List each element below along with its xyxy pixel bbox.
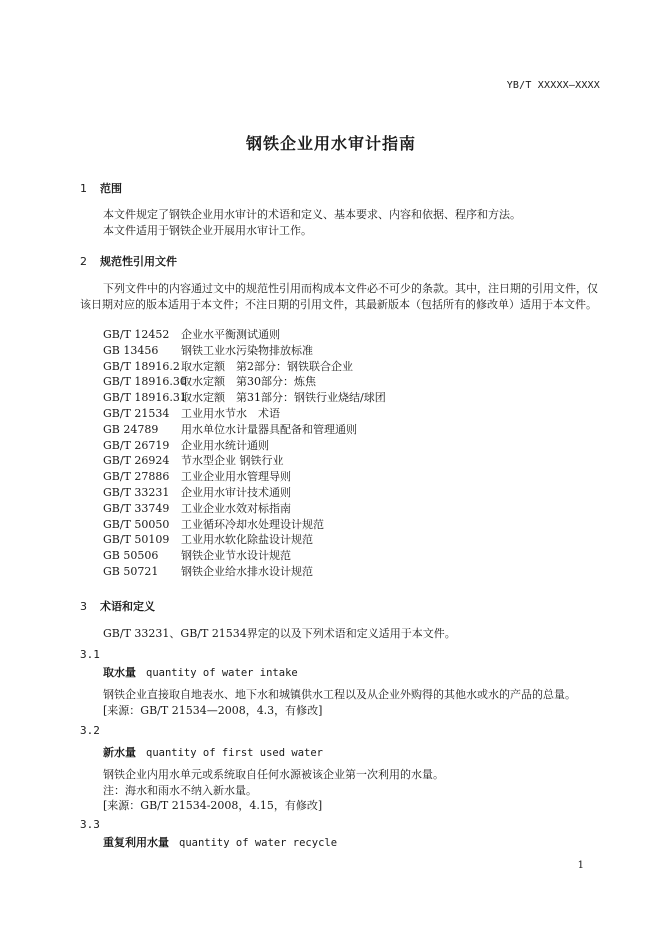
page-number: 1: [577, 860, 584, 871]
reference-item: [103, 469, 386, 485]
section-title: 范围: [100, 182, 122, 195]
section-1-body: [80, 207, 600, 239]
reference-code: GB/T 18916.2: [103, 359, 180, 373]
reference-title: 取水定额 第31部分：钢铁行业烧结/球团: [181, 391, 386, 405]
section-number: 3: [80, 600, 87, 613]
reference-title: 工业企业用水管理导则: [181, 470, 291, 484]
term-english: quantity of water recycle: [179, 837, 338, 849]
term-chinese: 重复利用水量: [103, 836, 169, 849]
term-english: quantity of first used water: [146, 747, 324, 759]
reference-code: GB 24789: [103, 422, 159, 436]
reference-title: 钢铁企业给水排水设计规范: [181, 564, 313, 578]
reference-code: GB/T 12452: [103, 328, 170, 341]
reference-list: [103, 327, 386, 580]
reference-item: [103, 343, 386, 359]
reference-code: GB/T 27886: [103, 470, 170, 484]
reference-item: [103, 438, 386, 454]
section-2-intro: 下列文件中的内容通过文中的规范性引用而构成本文件必不可少的条款。其中，注日期的引用文件，仅该日期对应的版本适用于本文件；不注日期的引用文件，其最新版本（包括所有的修改单）适用于本文件。: [80, 282, 598, 311]
term-number: 3.2: [80, 724, 100, 737]
reference-title: 钢铁工业水污染物排放标准: [181, 343, 313, 357]
section-3-heading: [80, 598, 155, 614]
term-source: [来源：GB/T 21534—2008，4.3，有修改]: [103, 704, 323, 717]
section-title: 术语和定义: [100, 600, 155, 613]
term-heading: [103, 834, 337, 850]
standard-code: YB/T XXXXX—XXXX: [506, 80, 600, 91]
term-chinese: 新水量: [103, 746, 136, 759]
reference-item: [103, 532, 386, 548]
reference-code: GB/T 50109: [103, 533, 170, 547]
reference-item: [103, 453, 386, 469]
document-title: 钢铁企业用水审计指南: [245, 134, 416, 153]
section-3-intro: GB/T 33231、GB/T 21534界定的以及下列术语和定义适用于本文件。: [103, 627, 456, 640]
reference-item: [103, 517, 386, 533]
reference-title: 节水型企业 钢铁行业: [181, 454, 284, 468]
reference-item: [103, 485, 386, 501]
reference-title: 工业用水软化除盐设计规范: [181, 533, 313, 547]
reference-code: GB/T 18916.31: [103, 391, 187, 405]
section-title: 规范性引用文件: [100, 255, 177, 268]
reference-item: [103, 374, 386, 390]
reference-title: 钢铁企业节水设计规范: [181, 549, 291, 563]
reference-item: [103, 327, 386, 343]
section-number: 1: [80, 182, 87, 195]
reference-code: GB/T 21534: [103, 406, 170, 420]
reference-code: GB/T 26924: [103, 454, 170, 468]
term-chinese: 取水量: [103, 666, 136, 679]
reference-item: [103, 564, 386, 580]
term-english: quantity of water intake: [146, 667, 298, 679]
reference-code: GB/T 33231: [103, 485, 170, 499]
paragraph: 本文件适用于钢铁企业开展用水审计工作。: [103, 224, 312, 237]
term-definition: 钢铁企业内用水单元或系统取自任何水源被该企业第一次利用的水量。: [103, 768, 444, 781]
reference-item: [103, 501, 386, 517]
reference-code: GB 50721: [103, 564, 159, 578]
reference-code: GB/T 18916.30: [103, 375, 187, 389]
term-source: [来源：GB/T 21534-2008，4.15，有修改]: [103, 799, 323, 812]
reference-item: [103, 422, 386, 438]
reference-item: [103, 406, 386, 422]
term-number: 3.1: [80, 648, 100, 661]
term-note: 注：海水和雨水不纳入新水量。: [103, 784, 257, 797]
term-number: 3.3: [80, 818, 100, 831]
reference-title: 工业循环冷却水处理设计规范: [181, 517, 324, 531]
paragraph: 本文件规定了钢铁企业用水审计的术语和定义、基本要求、内容和依据、程序和方法。: [103, 208, 521, 221]
term-definition: 钢铁企业直接取自地表水、地下水和城镇供水工程以及从企业外购得的其他水或水的产品的总量。: [103, 688, 576, 701]
section-1-heading: [80, 180, 122, 196]
section-2-heading: [80, 253, 177, 269]
reference-code: GB/T 26719: [103, 438, 170, 452]
term-heading: [103, 744, 323, 760]
reference-code: GB/T 33749: [103, 501, 170, 515]
reference-item: [103, 390, 386, 406]
reference-title: 工业企业水效对标指南: [181, 501, 291, 515]
reference-title: 取水定额 第30部分：炼焦: [181, 375, 316, 389]
section-number: 2: [80, 255, 87, 268]
reference-title: 取水定额 第2部分：钢铁联合企业: [181, 359, 353, 373]
reference-title: 用水单位水计量器具配备和管理通则: [181, 422, 357, 436]
term-heading: [103, 664, 298, 680]
reference-code: GB 50506: [103, 549, 159, 563]
reference-item: [103, 548, 386, 564]
reference-code: GB 13456: [103, 343, 159, 357]
reference-title: 企业用水统计通则: [181, 438, 269, 452]
reference-item: [103, 359, 386, 375]
reference-title: 企业水平衡测试通则: [181, 328, 280, 341]
reference-title: 工业用水节水 术语: [181, 406, 280, 420]
reference-title: 企业用水审计技术通则: [181, 485, 291, 499]
reference-code: GB/T 50050: [103, 517, 170, 531]
